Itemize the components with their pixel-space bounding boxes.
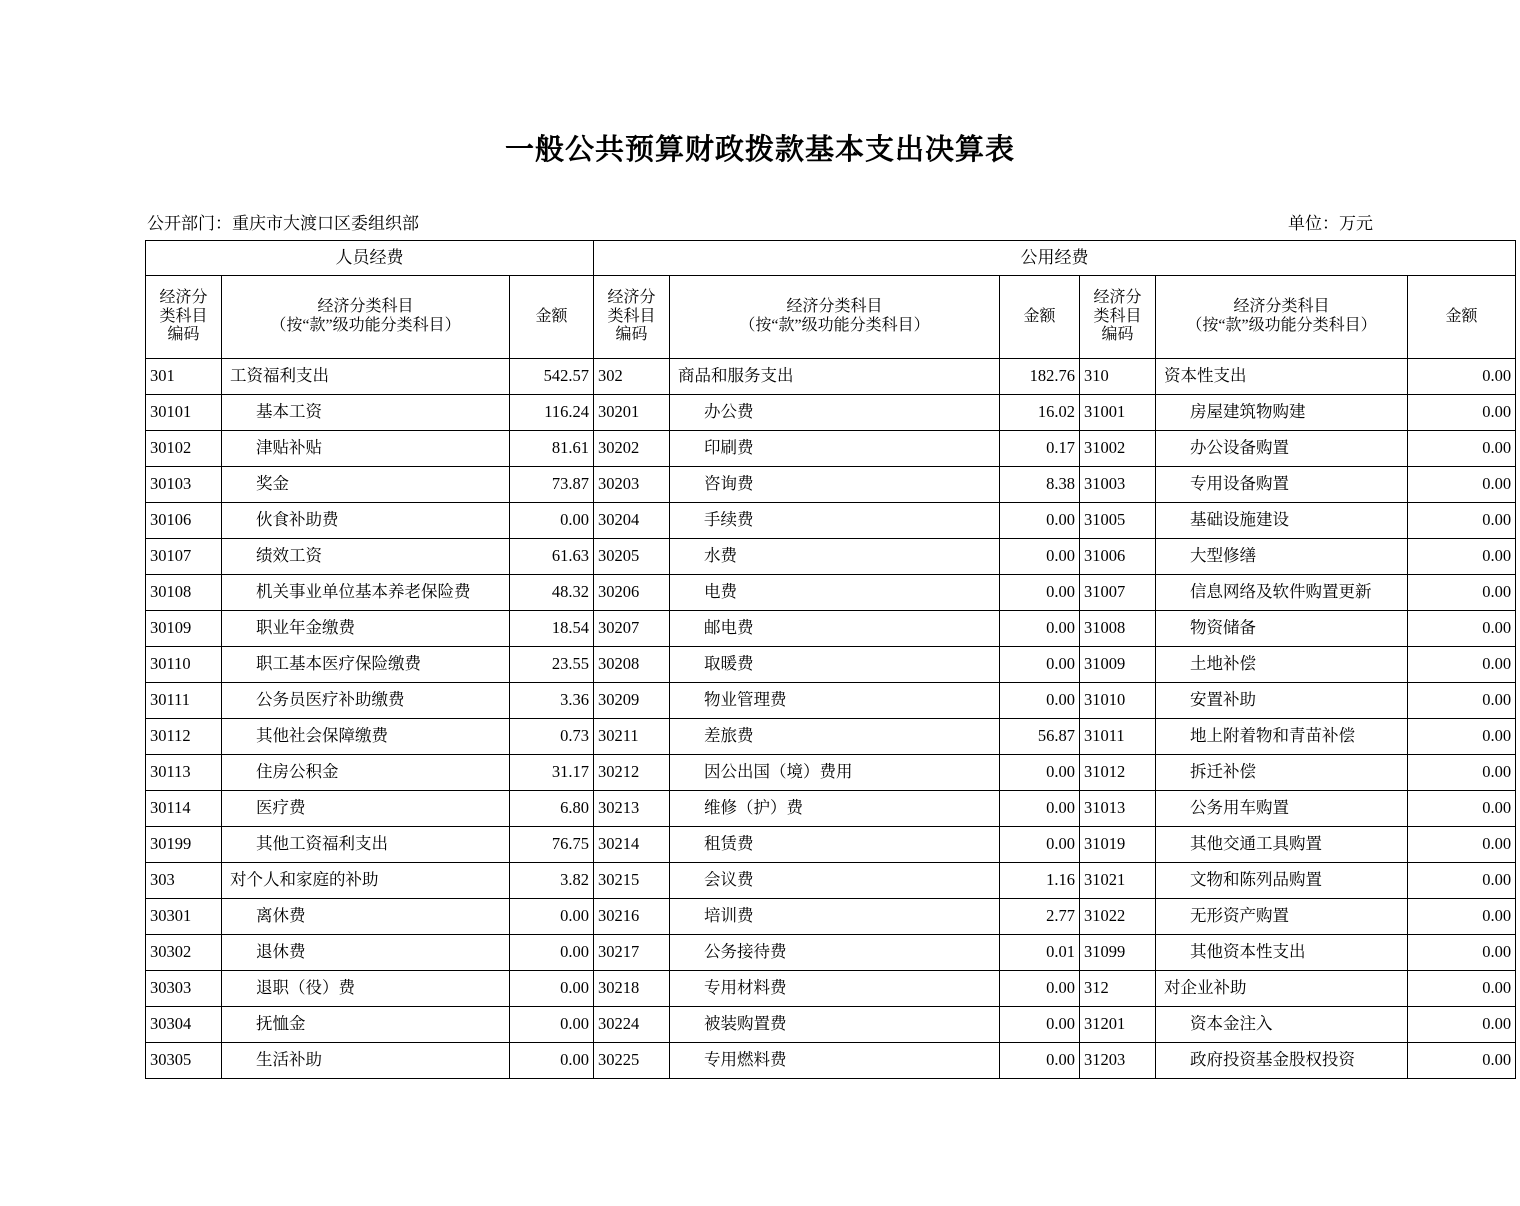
table-row — [146, 430, 1516, 466]
cell-subject-name: 办公费 — [670, 394, 1000, 430]
cell-amount: 6.80 — [510, 790, 594, 826]
cell-amount: 0.00 — [1000, 574, 1080, 610]
cell-code: 31002 — [1080, 430, 1156, 466]
cell-subject-name: 水费 — [670, 538, 1000, 574]
table-row — [146, 502, 1516, 538]
cell-code: 30209 — [594, 682, 670, 718]
cell-subject-name: 无形资产购置 — [1156, 898, 1408, 934]
group-header-row — [146, 240, 1516, 275]
cell-code: 30106 — [146, 502, 222, 538]
table-row — [146, 646, 1516, 682]
cell-subject-name: 拆迁补偿 — [1156, 754, 1408, 790]
cell-code: 302 — [594, 358, 670, 394]
cell-amount: 56.87 — [1000, 718, 1080, 754]
cell-subject-name: 专用燃料费 — [670, 1042, 1000, 1078]
cell-subject-name: 职工基本医疗保险缴费 — [222, 646, 510, 682]
group-header-public: 公用经费 — [594, 240, 1516, 275]
department-label: 公开部门：重庆市大渡口区委组织部 — [147, 213, 419, 233]
col-header-code-2 — [594, 275, 670, 358]
cell-subject-name: 地上附着物和青苗补偿 — [1156, 718, 1408, 754]
cell-subject-name: 咨询费 — [670, 466, 1000, 502]
cell-amount: 0.00 — [1000, 610, 1080, 646]
col-header-code-2-l1: 经济分 — [607, 289, 656, 307]
cell-subject-name: 物资储备 — [1156, 610, 1408, 646]
cell-subject-name: 伙食补助费 — [222, 502, 510, 538]
cell-subject-name: 印刷费 — [670, 430, 1000, 466]
table-body — [146, 358, 1516, 1078]
cell-subject-name: 商品和服务支出 — [670, 358, 1000, 394]
cell-subject-name: 土地补偿 — [1156, 646, 1408, 682]
cell-amount: 2.77 — [1000, 898, 1080, 934]
cell-subject-name: 对企业补助 — [1156, 970, 1408, 1006]
table-row — [146, 1042, 1516, 1078]
cell-amount: 182.76 — [1000, 358, 1080, 394]
col-header-name-2 — [670, 275, 1000, 358]
cell-amount: 0.73 — [510, 718, 594, 754]
cell-subject-name: 培训费 — [670, 898, 1000, 934]
col-header-amount-3: 金额 — [1408, 275, 1516, 358]
cell-code: 31019 — [1080, 826, 1156, 862]
cell-amount: 18.54 — [510, 610, 594, 646]
cell-subject-name: 房屋建筑物购建 — [1156, 394, 1408, 430]
cell-amount: 0.01 — [1000, 934, 1080, 970]
cell-code: 30215 — [594, 862, 670, 898]
cell-amount: 0.00 — [1408, 1006, 1516, 1042]
cell-code: 31011 — [1080, 718, 1156, 754]
cell-amount: 48.32 — [510, 574, 594, 610]
cell-subject-name: 维修（护）费 — [670, 790, 1000, 826]
col-header-code-3 — [1080, 275, 1156, 358]
cell-amount: 0.00 — [1000, 970, 1080, 1006]
cell-subject-name: 离休费 — [222, 898, 510, 934]
cell-subject-name: 专用设备购置 — [1156, 466, 1408, 502]
cell-code: 31010 — [1080, 682, 1156, 718]
table-row — [146, 970, 1516, 1006]
cell-code: 31012 — [1080, 754, 1156, 790]
cell-amount: 0.00 — [1000, 538, 1080, 574]
cell-code: 30301 — [146, 898, 222, 934]
cell-code: 30303 — [146, 970, 222, 1006]
cell-amount: 0.00 — [1000, 646, 1080, 682]
cell-subject-name: 其他资本性支出 — [1156, 934, 1408, 970]
table-row — [146, 574, 1516, 610]
cell-amount: 0.00 — [510, 898, 594, 934]
cell-code: 30218 — [594, 970, 670, 1006]
cell-amount: 0.00 — [1000, 502, 1080, 538]
cell-amount: 0.00 — [1408, 898, 1516, 934]
cell-subject-name: 基础设施建设 — [1156, 502, 1408, 538]
cell-subject-name: 公务员医疗补助缴费 — [222, 682, 510, 718]
cell-subject-name: 其他社会保障缴费 — [222, 718, 510, 754]
cell-amount: 0.00 — [1000, 826, 1080, 862]
cell-amount: 1.16 — [1000, 862, 1080, 898]
col-header-name-1-l1: 经济分类科目 — [317, 298, 414, 316]
column-header-row — [146, 275, 1516, 358]
cell-code: 31099 — [1080, 934, 1156, 970]
cell-code: 30107 — [146, 538, 222, 574]
table-row — [146, 790, 1516, 826]
cell-code: 30102 — [146, 430, 222, 466]
col-header-name-3-l2: （按“款”级功能分类科目） — [1186, 316, 1377, 334]
col-header-code-1-l1: 经济分 — [159, 289, 208, 307]
cell-code: 30199 — [146, 826, 222, 862]
cell-subject-name: 津贴补贴 — [222, 430, 510, 466]
cell-amount: 3.82 — [510, 862, 594, 898]
cell-code: 30202 — [594, 430, 670, 466]
table-row — [146, 898, 1516, 934]
cell-subject-name: 退职（役）费 — [222, 970, 510, 1006]
cell-code: 31203 — [1080, 1042, 1156, 1078]
col-header-name-2-l2: （按“款”级功能分类科目） — [739, 316, 930, 334]
table-row — [146, 826, 1516, 862]
cell-amount: 0.00 — [1408, 790, 1516, 826]
cell-subject-name: 基本工资 — [222, 394, 510, 430]
cell-code: 31007 — [1080, 574, 1156, 610]
cell-amount: 0.00 — [1408, 934, 1516, 970]
cell-amount: 0.00 — [1408, 754, 1516, 790]
table-row — [146, 862, 1516, 898]
col-header-name-3-l1: 经济分类科目 — [1233, 298, 1330, 316]
cell-code: 31001 — [1080, 394, 1156, 430]
cell-subject-name: 文物和陈列品购置 — [1156, 862, 1408, 898]
cell-code: 30216 — [594, 898, 670, 934]
cell-subject-name: 办公设备购置 — [1156, 430, 1408, 466]
cell-subject-name: 大型修缮 — [1156, 538, 1408, 574]
col-header-code-3-l2: 类科目 — [1093, 307, 1142, 325]
cell-amount: 0.00 — [1408, 826, 1516, 862]
cell-code: 30206 — [594, 574, 670, 610]
col-header-name-3 — [1156, 275, 1408, 358]
cell-code: 31009 — [1080, 646, 1156, 682]
cell-subject-name: 生活补助 — [222, 1042, 510, 1078]
cell-code: 30205 — [594, 538, 670, 574]
cell-code: 31013 — [1080, 790, 1156, 826]
cell-code: 30217 — [594, 934, 670, 970]
meta-row — [145, 209, 1375, 234]
cell-code: 31021 — [1080, 862, 1156, 898]
cell-amount: 8.38 — [1000, 466, 1080, 502]
cell-amount: 0.00 — [1408, 610, 1516, 646]
col-header-code-3-l3: 编码 — [1101, 325, 1134, 343]
table-row — [146, 718, 1516, 754]
cell-amount: 31.17 — [510, 754, 594, 790]
table-row — [146, 538, 1516, 574]
cell-amount: 0.00 — [1408, 466, 1516, 502]
page-title: 一般公共预算财政拨款基本支出决算表 — [504, 132, 1015, 166]
cell-amount: 23.55 — [510, 646, 594, 682]
cell-code: 30208 — [594, 646, 670, 682]
cell-subject-name: 工资福利支出 — [222, 358, 510, 394]
cell-code: 30113 — [146, 754, 222, 790]
cell-amount: 61.63 — [510, 538, 594, 574]
cell-code: 30224 — [594, 1006, 670, 1042]
cell-amount: 0.00 — [1000, 790, 1080, 826]
cell-amount: 0.00 — [1000, 1042, 1080, 1078]
cell-amount: 0.00 — [510, 970, 594, 1006]
cell-amount: 0.00 — [1408, 574, 1516, 610]
col-header-name-1 — [222, 275, 510, 358]
cell-subject-name: 对个人和家庭的补助 — [222, 862, 510, 898]
cell-code: 31005 — [1080, 502, 1156, 538]
cell-code: 31003 — [1080, 466, 1156, 502]
cell-code: 30211 — [594, 718, 670, 754]
cell-amount: 0.00 — [1408, 1042, 1516, 1078]
col-header-name-1-l2: （按“款”级功能分类科目） — [270, 316, 461, 334]
cell-code: 30225 — [594, 1042, 670, 1078]
cell-code: 30214 — [594, 826, 670, 862]
cell-subject-name: 医疗费 — [222, 790, 510, 826]
cell-code: 312 — [1080, 970, 1156, 1006]
cell-subject-name: 会议费 — [670, 862, 1000, 898]
cell-subject-name: 公务用车购置 — [1156, 790, 1408, 826]
cell-subject-name: 政府投资基金股权投资 — [1156, 1042, 1408, 1078]
cell-amount: 0.17 — [1000, 430, 1080, 466]
table-row — [146, 754, 1516, 790]
cell-amount: 0.00 — [1000, 754, 1080, 790]
cell-amount: 0.00 — [510, 934, 594, 970]
cell-amount: 0.00 — [1408, 862, 1516, 898]
cell-subject-name: 机关事业单位基本养老保险费 — [222, 574, 510, 610]
cell-code: 30207 — [594, 610, 670, 646]
cell-amount: 0.00 — [1408, 538, 1516, 574]
col-header-code-2-l2: 类科目 — [607, 307, 656, 325]
cell-code: 30101 — [146, 394, 222, 430]
cell-amount: 116.24 — [510, 394, 594, 430]
cell-subject-name: 差旅费 — [670, 718, 1000, 754]
cell-amount: 0.00 — [1408, 430, 1516, 466]
cell-code: 310 — [1080, 358, 1156, 394]
cell-amount: 0.00 — [510, 1006, 594, 1042]
group-header-personnel: 人员经费 — [146, 240, 594, 275]
document-page — [0, 132, 1520, 1206]
table-row — [146, 466, 1516, 502]
cell-code: 30302 — [146, 934, 222, 970]
cell-code: 30201 — [594, 394, 670, 430]
cell-amount: 0.00 — [1408, 718, 1516, 754]
cell-subject-name: 租赁费 — [670, 826, 1000, 862]
col-header-name-2-l1: 经济分类科目 — [786, 298, 883, 316]
col-header-code-2-l3: 编码 — [615, 325, 648, 343]
cell-code: 301 — [146, 358, 222, 394]
cell-amount: 81.61 — [510, 430, 594, 466]
cell-subject-name: 邮电费 — [670, 610, 1000, 646]
cell-subject-name: 被装购置费 — [670, 1006, 1000, 1042]
cell-code: 30305 — [146, 1042, 222, 1078]
col-header-code-1-l3: 编码 — [167, 325, 200, 343]
cell-subject-name: 退休费 — [222, 934, 510, 970]
cell-subject-name: 资本金注入 — [1156, 1006, 1408, 1042]
table-row — [146, 394, 1516, 430]
cell-subject-name: 住房公积金 — [222, 754, 510, 790]
cell-subject-name: 安置补助 — [1156, 682, 1408, 718]
cell-amount: 0.00 — [1408, 358, 1516, 394]
cell-amount: 0.00 — [1408, 970, 1516, 1006]
cell-subject-name: 其他交通工具购置 — [1156, 826, 1408, 862]
cell-subject-name: 抚恤金 — [222, 1006, 510, 1042]
cell-code: 30304 — [146, 1006, 222, 1042]
cell-code: 30112 — [146, 718, 222, 754]
cell-amount: 16.02 — [1000, 394, 1080, 430]
cell-amount: 0.00 — [1408, 646, 1516, 682]
table-row — [146, 358, 1516, 394]
cell-subject-name: 手续费 — [670, 502, 1000, 538]
cell-amount: 0.00 — [1000, 1006, 1080, 1042]
cell-subject-name: 物业管理费 — [670, 682, 1000, 718]
cell-code: 30110 — [146, 646, 222, 682]
cell-subject-name: 资本性支出 — [1156, 358, 1408, 394]
cell-subject-name: 信息网络及软件购置更新 — [1156, 574, 1408, 610]
table-row — [146, 682, 1516, 718]
cell-amount: 73.87 — [510, 466, 594, 502]
cell-code: 30108 — [146, 574, 222, 610]
cell-code: 30109 — [146, 610, 222, 646]
cell-code: 31008 — [1080, 610, 1156, 646]
cell-subject-name: 公务接待费 — [670, 934, 1000, 970]
cell-subject-name: 其他工资福利支出 — [222, 826, 510, 862]
cell-amount: 542.57 — [510, 358, 594, 394]
cell-amount: 0.00 — [510, 502, 594, 538]
cell-subject-name: 专用材料费 — [670, 970, 1000, 1006]
cell-code: 31006 — [1080, 538, 1156, 574]
col-header-code-1-l2: 类科目 — [159, 307, 208, 325]
cell-code: 30103 — [146, 466, 222, 502]
budget-table — [145, 240, 1516, 1079]
cell-code: 30114 — [146, 790, 222, 826]
cell-amount: 0.00 — [1408, 682, 1516, 718]
cell-code: 31022 — [1080, 898, 1156, 934]
cell-amount: 0.00 — [1408, 394, 1516, 430]
col-header-amount-2: 金额 — [1000, 275, 1080, 358]
col-header-amount-1: 金额 — [510, 275, 594, 358]
cell-subject-name: 职业年金缴费 — [222, 610, 510, 646]
table-row — [146, 934, 1516, 970]
cell-code: 30212 — [594, 754, 670, 790]
cell-subject-name: 因公出国（境）费用 — [670, 754, 1000, 790]
cell-amount: 0.00 — [1000, 682, 1080, 718]
table-row — [146, 1006, 1516, 1042]
col-header-code-1 — [146, 275, 222, 358]
cell-subject-name: 取暖费 — [670, 646, 1000, 682]
cell-amount: 3.36 — [510, 682, 594, 718]
unit-label: 单位：万元 — [1288, 213, 1373, 233]
cell-code: 303 — [146, 862, 222, 898]
cell-code: 30204 — [594, 502, 670, 538]
cell-subject-name: 奖金 — [222, 466, 510, 502]
cell-amount: 0.00 — [510, 1042, 594, 1078]
cell-code: 30111 — [146, 682, 222, 718]
table-head — [146, 240, 1516, 358]
col-header-code-3-l1: 经济分 — [1093, 289, 1142, 307]
cell-amount: 76.75 — [510, 826, 594, 862]
cell-amount: 0.00 — [1408, 502, 1516, 538]
cell-code: 31201 — [1080, 1006, 1156, 1042]
table-row — [146, 610, 1516, 646]
cell-subject-name: 电费 — [670, 574, 1000, 610]
cell-code: 30203 — [594, 466, 670, 502]
cell-code: 30213 — [594, 790, 670, 826]
cell-subject-name: 绩效工资 — [222, 538, 510, 574]
